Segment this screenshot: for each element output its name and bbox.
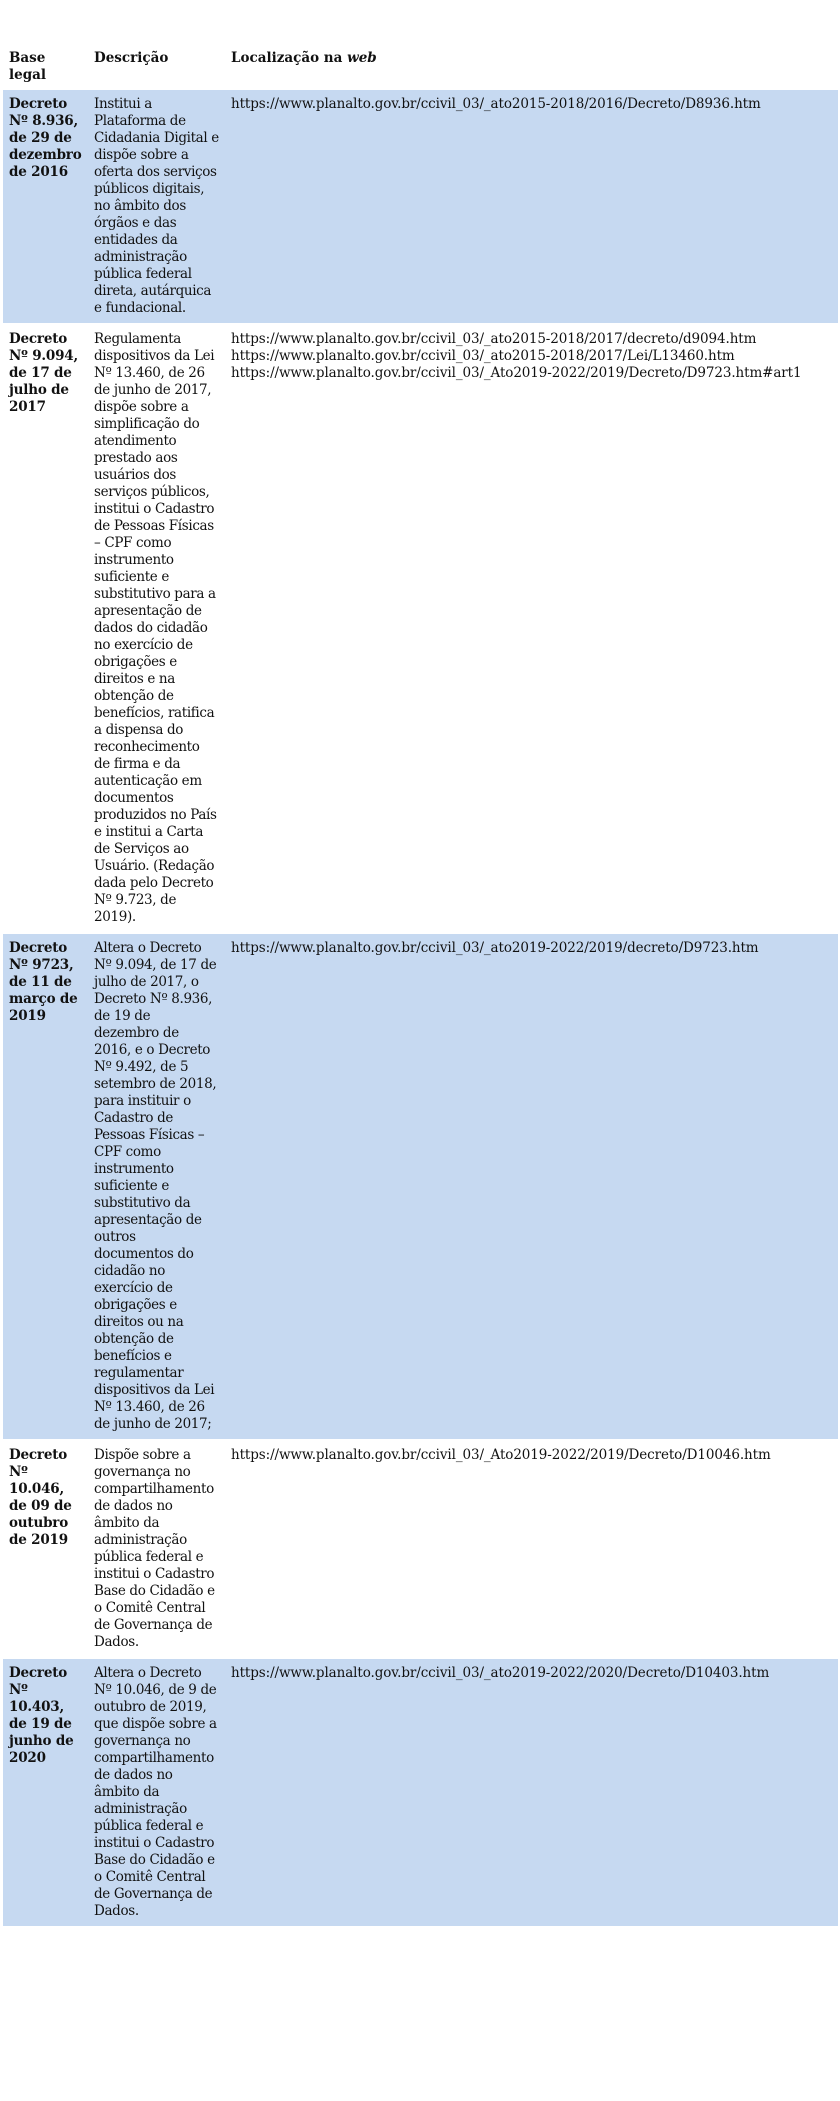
row-localizacao: [225, 1440, 838, 1658]
url-link[interactable]: https://www.planalto.gov.br/ccivil_03/_ato2015-2018/2017/decreto/d9094.htm: [231, 331, 757, 347]
row-base-legal: Decreto Nº 9723, de 11 de março de 2019: [3, 933, 88, 1440]
row-descricao: Altera o Decreto Nº 10.046, de 9 de outubro de 2019, que dispõe sobre a governança no compartilhamento de dados no âmbito da administração pública federal e institui o Cadastro Base do Cidadão e o Comitê Central de Governança de Dados.: [88, 1658, 225, 1927]
row-localizacao: [225, 90, 838, 324]
row-descricao: Altera o Decreto Nº 9.094, de 17 de julho de 2017, o Decreto Nº 8.936, de 19 de dezembro de 2016, e o Decreto Nº 9.492, de 5 setembro de 2018, para instituir o Cadastro de Pessoas Físicas – CPF como instrumento suficiente e substitutivo da apresentação de outros documentos do cidadão no exercício de obrigações e direitos ou na obtenção de benefícios e regulamentar dispositivos da Lei Nº 13.460, de 26 de junho de 2017;: [88, 933, 225, 1440]
legal-basis-document: [3, 40, 838, 1928]
row-base-legal: Decreto Nº 9.094, de 17 de julho de 2017: [3, 324, 88, 933]
header-localizacao-prefix: Localização na: [231, 50, 348, 66]
header-localizacao-web: web: [347, 50, 377, 66]
header-base-legal: Base legal: [3, 40, 88, 90]
table-row: [3, 90, 838, 324]
row-localizacao: [225, 324, 838, 933]
table-row: [3, 1440, 838, 1658]
url-link[interactable]: https://www.planalto.gov.br/ccivil_03/_ato2019-2022/2019/decreto/D9723.htm: [231, 940, 759, 956]
row-localizacao: [225, 1658, 838, 1927]
url-link[interactable]: https://www.planalto.gov.br/ccivil_03/_ato2015-2018/2016/Decreto/D8936.htm: [231, 96, 761, 112]
row-base-legal: Decreto Nº 10.403, de 19 de junho de 2020: [3, 1658, 88, 1927]
legal-basis-table: [3, 40, 838, 1928]
table-row: [3, 1658, 838, 1927]
url-link[interactable]: https://www.planalto.gov.br/ccivil_03/_ato2015-2018/2017/Lei/L13460.htm: [231, 348, 735, 364]
row-localizacao: [225, 933, 838, 1440]
row-descricao: Institui a Plataforma de Cidadania Digital e dispõe sobre a oferta dos serviços públicos digitais, no âmbito dos órgãos e das entidades da administração pública federal direta, autárquica e fundacional.: [88, 90, 225, 324]
table-row: [3, 933, 838, 1440]
url-link[interactable]: https://www.planalto.gov.br/ccivil_03/_Ato2019-2022/2019/Decreto/D10046.htm: [231, 1447, 771, 1463]
row-base-legal: Decreto Nº 8.936, de 29 de dezembro de 2016: [3, 90, 88, 324]
header-localizacao: [225, 40, 838, 90]
row-base-legal: Decreto Nº 10.046, de 09 de outubro de 2019: [3, 1440, 88, 1658]
url-link[interactable]: https://www.planalto.gov.br/ccivil_03/_Ato2019-2022/2019/Decreto/D9723.htm#art1: [231, 365, 802, 381]
table-row: [3, 324, 838, 933]
header-descricao: Descrição: [88, 40, 225, 90]
table-header-row: [3, 40, 838, 90]
url-link[interactable]: https://www.planalto.gov.br/ccivil_03/_ato2019-2022/2020/Decreto/D10403.htm: [231, 1665, 770, 1681]
row-descricao: Dispõe sobre a governança no compartilhamento de dados no âmbito da administração pública federal e institui o Cadastro Base do Cidadão e o Comitê Central de Governança de Dados.: [88, 1440, 225, 1658]
row-descricao: Regulamenta dispositivos da Lei Nº 13.460, de 26 de junho de 2017, dispõe sobre a simplificação do atendimento prestado aos usuários dos serviços públicos, institui o Cadastro de Pessoas Físicas – CPF como instrumento suficiente e substitutivo para a apresentação de dados do cidadão no exercício de obrigações e direitos e na obtenção de benefícios, ratifica a dispensa do reconhecimento de firma e da autenticação em documentos produzidos no País e institui a Carta de Serviços ao Usuário. (Redação dada pelo Decreto Nº 9.723, de 2019).: [88, 324, 225, 933]
